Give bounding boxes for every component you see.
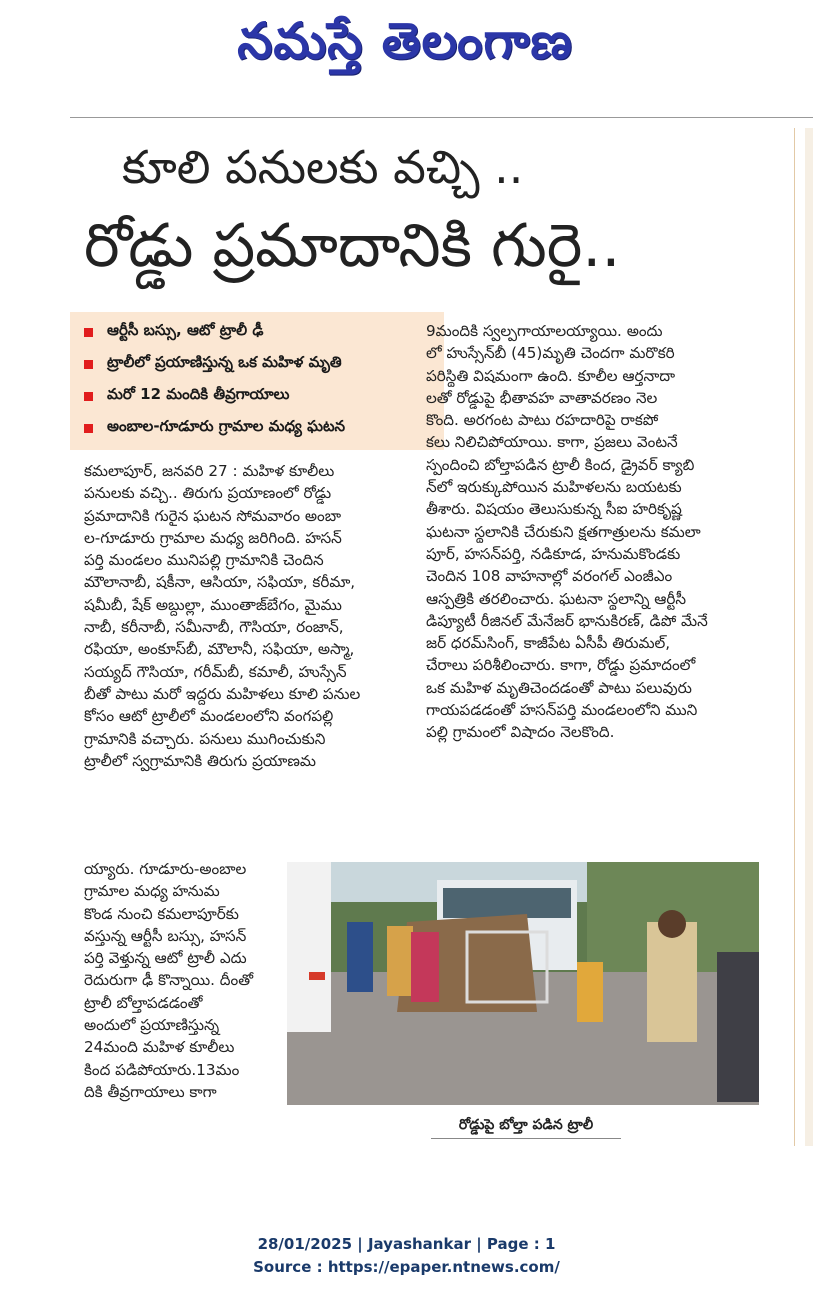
- text-line: ల-గూడూరు గ్రామాల మధ్య జరిగింది. హసన్: [84, 528, 342, 547]
- highlight-item: [84, 316, 444, 348]
- accident-photo: [287, 862, 759, 1105]
- highlight-text: మరో 12 మందికి తీవ్రగాయాలు: [107, 385, 290, 403]
- text-line: రఫియా, అంకూస్‌బీ, మౌలానీ, సఫియా, అస్మా,: [84, 640, 355, 659]
- text-line: రెదురుగా ఢీ కొన్నాయి. దీంతో: [84, 971, 254, 990]
- text-line: తీశారు. విషయం తెలుసుకున్న సీఐ హరికృష్ణ: [426, 500, 682, 519]
- text-line: న్‌లో ఇరుక్కుపోయిన మహిళలను బయటకు: [426, 478, 682, 497]
- text-line: 24మంది మహిళ కూలీలు: [84, 1038, 235, 1057]
- text-line: పరిస్థితి విషమంగా ఉంది. కూలీల ఆర్తనాదా: [426, 366, 676, 385]
- text-line: పర్తి మండలం మునిపల్లి గ్రామానికి చెందిన: [84, 551, 324, 570]
- text-line: వస్తున్న ఆర్టీసీ బస్సు, హసన్: [84, 926, 247, 945]
- text-line: పూర్, హసన్‌పర్తి, నడికూడ, హనుమకొండకు: [426, 544, 681, 563]
- text-line: గాయపడడంతో హసన్‌పర్తి మండలంలోని ముని: [426, 701, 698, 720]
- bullet-square-icon: [84, 424, 93, 433]
- headline-line-1: కూలి పనులకు వచ్చి ..: [122, 140, 524, 194]
- text-line: కొండ నుంచి కమలాపూర్‌కు: [84, 904, 239, 923]
- masthead-logo: నమస్తే తెలంగాణ: [237, 12, 573, 70]
- article-bottom-left-column: [84, 858, 280, 1103]
- text-line: పర్తి వెళ్తున్న ఆటో ట్రాలీ ఎదు: [84, 949, 247, 968]
- right-divider: [794, 128, 795, 1146]
- highlight-item: [84, 412, 444, 444]
- text-line: కమలాపూర్, జనవరి 27 : మహిళ కూలీలు: [84, 462, 335, 480]
- headline-line-2: రోడ్డు ప్రమాదానికి గురై..: [84, 211, 621, 281]
- text-line: ఒక మహిళ మృతిచెందడంతో పాటు పలువురు: [426, 678, 692, 697]
- text-line: 9మందికి స్వల్పగాయాలయ్యాయి. అందు: [426, 322, 663, 340]
- bullet-square-icon: [84, 328, 93, 337]
- text-line: కొంది. అరగంట పాటు రహదారిపై రాకపో: [426, 411, 659, 430]
- text-line: లతో రోడ్డుపై భీతావహ వాతావరణం నెల: [426, 388, 658, 407]
- photo-caption: రోడ్డుపై బోల్తా పడిన ట్రాలీ: [431, 1112, 621, 1139]
- bullet-square-icon: [84, 360, 93, 369]
- text-line: సయ్యద్ గౌసియా, గరీమ్‌బీ, కమాలీ, హుస్సేన్: [84, 662, 347, 681]
- text-line: బీతో పాటు మరో ఇద్దరు మహిళలు కూలి పనుల: [84, 684, 361, 703]
- text-line: చెందిన 108 వాహనాల్లో వరంగల్ ఎంజీఎం: [426, 567, 673, 586]
- text-line: ఘటనా స్థలానికి చేరుకుని క్షతగాత్రులను కమలా: [426, 522, 701, 541]
- footer-source-link[interactable]: Source : https://epaper.ntnews.com/: [253, 1258, 560, 1276]
- bullet-square-icon: [84, 392, 93, 401]
- text-line: య్యారు. గూడూరు-అంబాల: [84, 860, 247, 878]
- text-line: నాబీ, కరీనాబీ, సమీనాబీ, గౌసియా, రంజాన్,: [84, 618, 344, 637]
- text-line: మౌలానాబీ, షకీనా, ఆసియా, సఫియా, కరీమా,: [84, 573, 356, 592]
- text-line: పల్లి గ్రామంలో విషాదం నెలకొంది.: [426, 723, 615, 742]
- text-line: పనులకు వచ్చి.. తిరుగు ప్రయాణంలో రోడ్డు: [84, 484, 332, 503]
- text-line: ఆస్పత్రికి తరలించారు. ఘటనా స్థలాన్ని ఆర్టీసీ: [426, 589, 687, 608]
- text-line: చేరాలు పరిశీలించారు. కాగా, రోడ్డు ప్రమాదంలో: [426, 656, 696, 675]
- text-line: కోసం ఆటో ట్రాలీలో మండలంలోని వంగపల్లి: [84, 707, 334, 726]
- text-line: జర్ ధరమ్‌సింగ్, కాజీపేట ఏసీపీ తిరుమల్,: [426, 634, 671, 653]
- text-line: గ్రామాల మధ్య హనుమ: [84, 882, 220, 901]
- text-line: ట్రాలీలో స్వగ్రామానికి తిరుగు ప్రయాణమ: [84, 751, 316, 770]
- right-margin-strip: [805, 128, 813, 1146]
- text-line: స్పందించి బోల్తాపడిన ట్రాలీ కింద, డ్రైవర్ క్యాబి: [426, 455, 695, 474]
- text-line: లో హుస్సేన్‌బీ (45)మృతి చెందగా మరొకరి: [426, 344, 675, 363]
- text-line: షమీబీ, షేక్ అబ్దుల్లా, ముంతాజ్‌బేగం, మైము: [84, 595, 342, 614]
- text-line: ట్రాలీ బోల్తాపడడంతో: [84, 993, 203, 1012]
- text-line: కలు నిలిచిపోయాయి. కాగా, ప్రజలు వెంటనే: [426, 433, 678, 452]
- article-left-column: [84, 460, 414, 772]
- highlights-box: [70, 312, 444, 450]
- text-line: గ్రామానికి వచ్చారు. పనులు ముగించుకుని: [84, 729, 326, 748]
- text-line: కింద పడిపోయారు.13మం: [84, 1060, 240, 1079]
- text-line: ప్రమాదానికి గురైన ఘటన సోమవారం అంబా: [84, 506, 342, 525]
- footer-date-edition: 28/01/2025 | Jayashankar | Page : 1: [257, 1235, 556, 1253]
- highlight-item: [84, 380, 444, 412]
- highlight-text: అంబాల-గూడూరు గ్రామాల మధ్య ఘటన: [107, 417, 346, 435]
- text-line: డిప్యూటీ రీజినల్ మేనేజర్ భానుకిరణ్, డిపో మేనే: [426, 611, 708, 630]
- text-line: దికి తీవ్రగాయాలు కాగా: [84, 1082, 217, 1101]
- text-line: అందులో ప్రయాణిస్తున్న: [84, 1016, 220, 1035]
- top-divider: [70, 117, 813, 118]
- article-right-column: [426, 320, 758, 744]
- highlight-text: ట్రాలీలో ప్రయాణిస్తున్న ఒక మహిళ మృతి: [107, 353, 342, 371]
- highlight-text: ఆర్టీసీ బస్సు, ఆటో ట్రాలీ ఢీ: [107, 321, 264, 339]
- highlight-item: [84, 348, 444, 380]
